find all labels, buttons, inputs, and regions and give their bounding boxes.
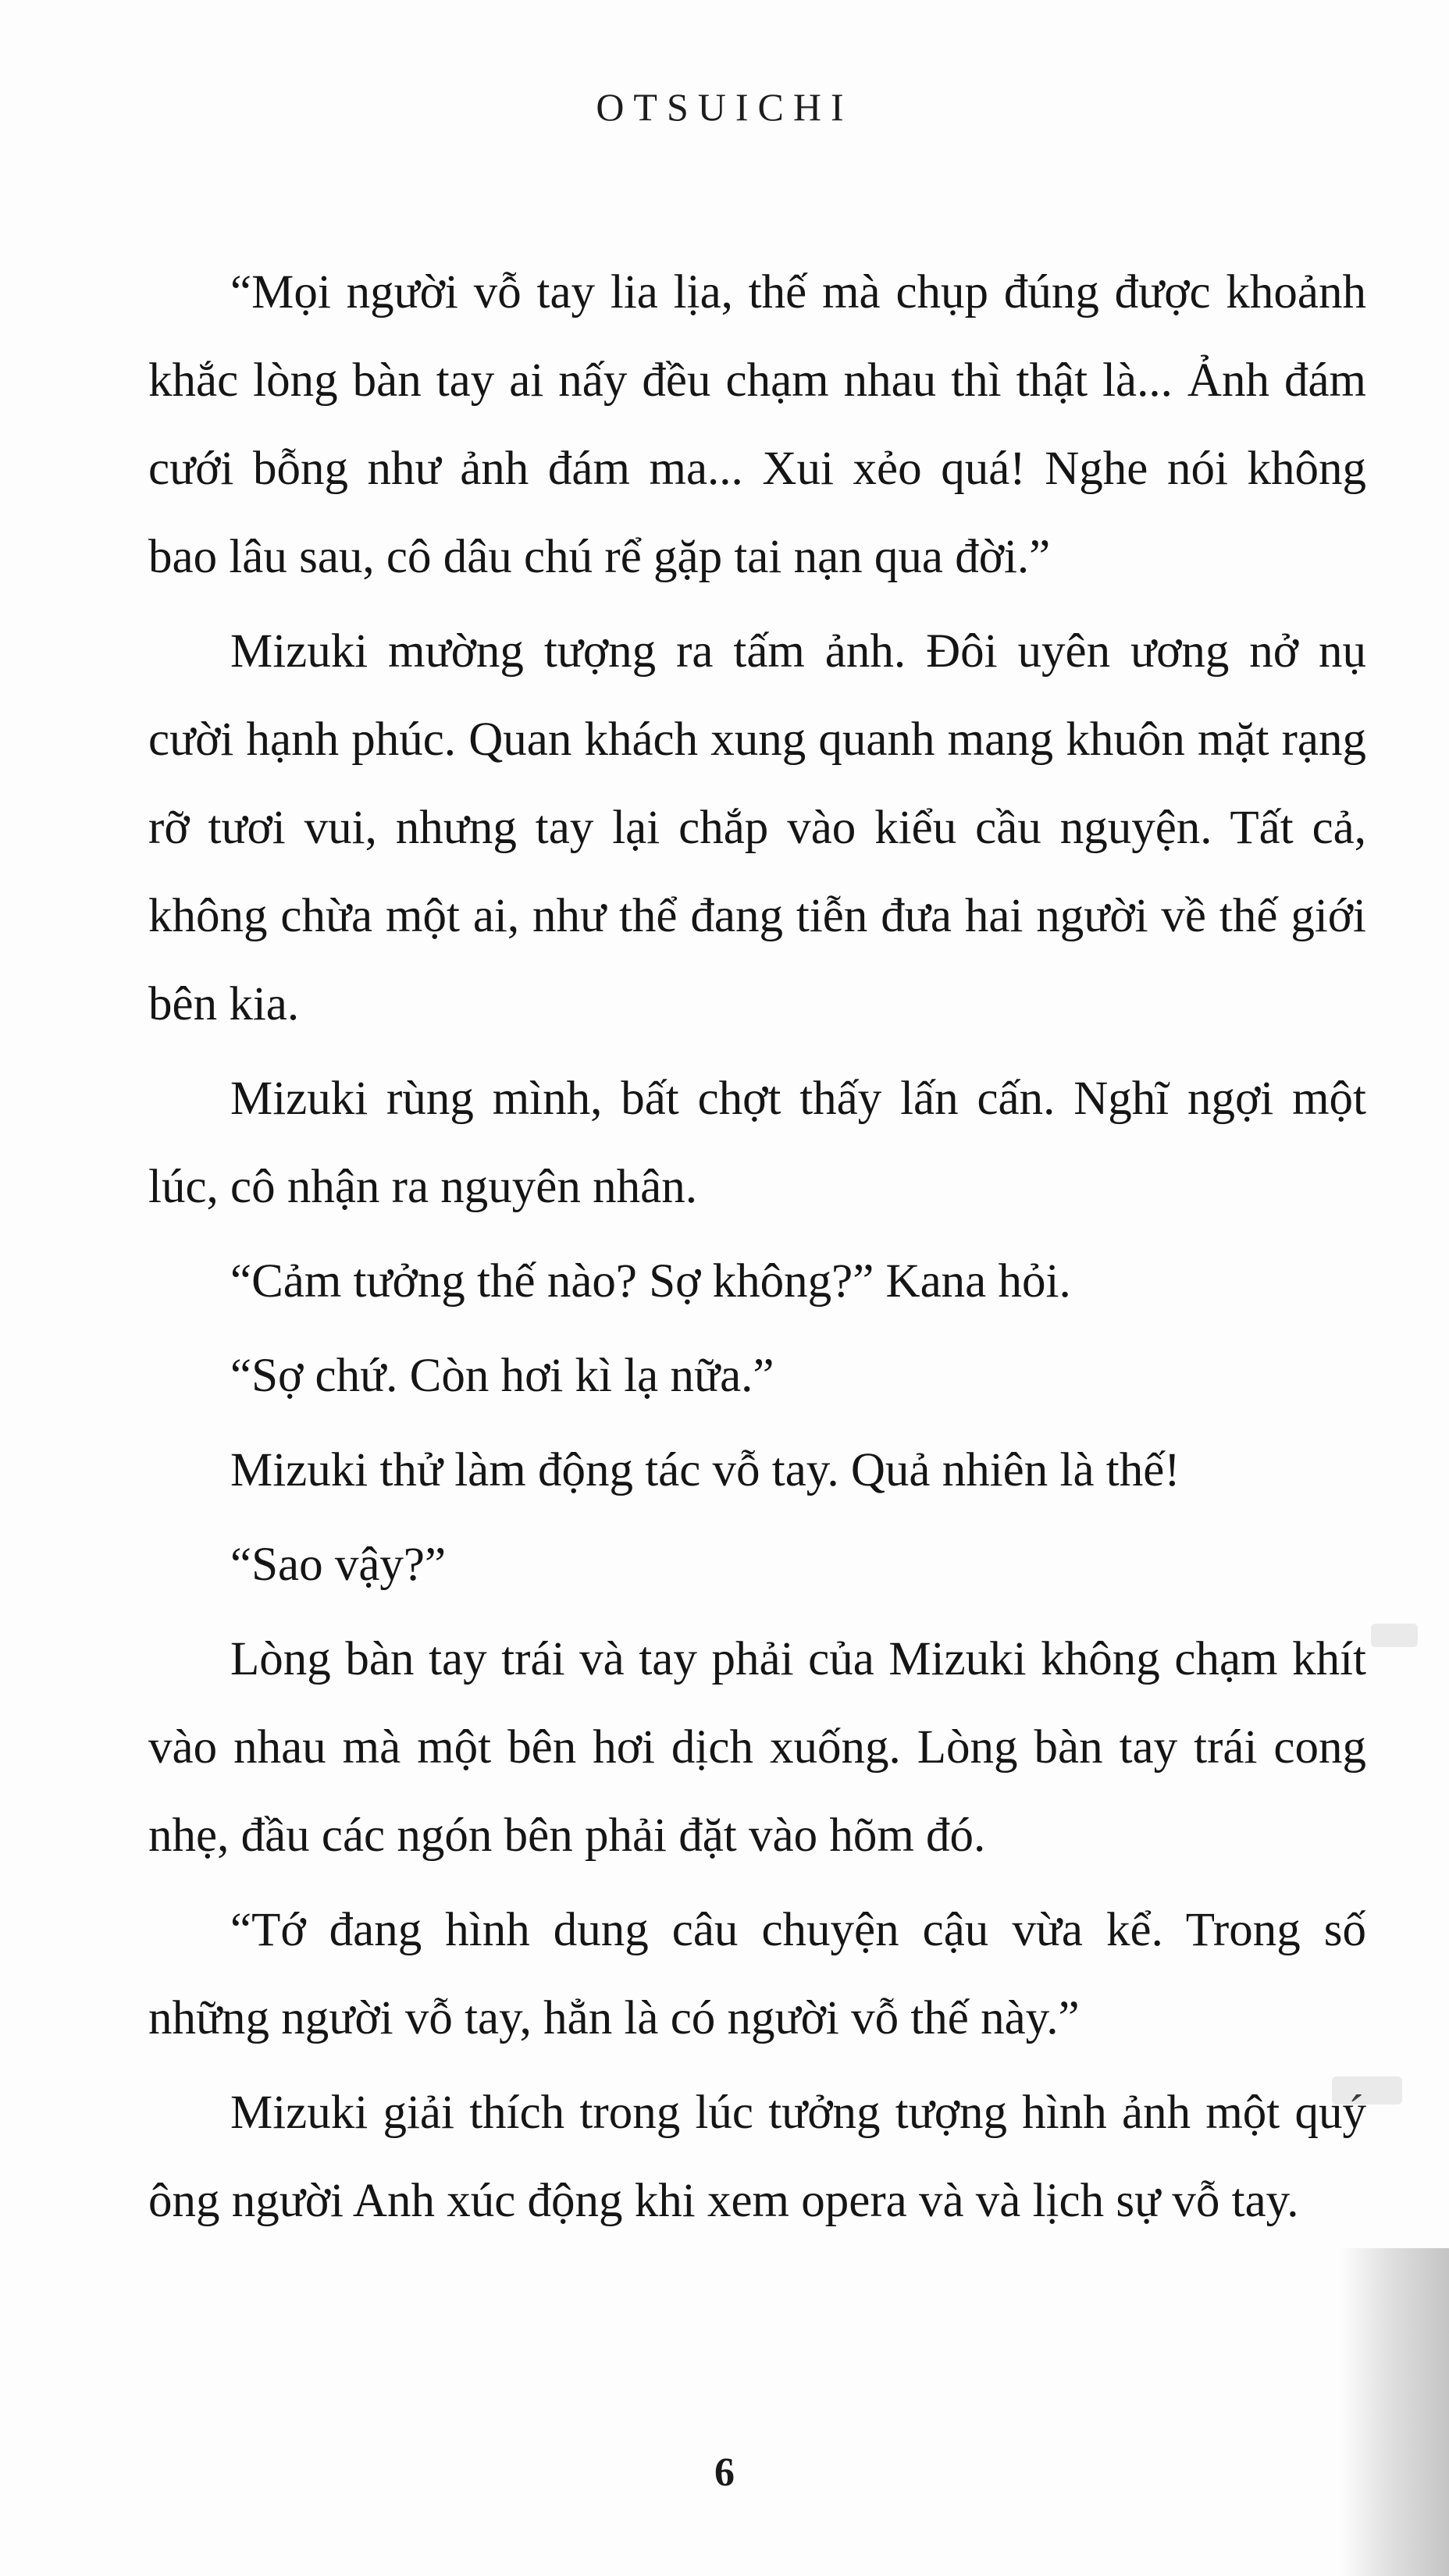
body-text: [148, 248, 1366, 2251]
page-number: 6: [714, 2450, 735, 2495]
show-through-mark: [1332, 2076, 1402, 2105]
paragraph: Lòng bàn tay trái và tay phải của Mizuki không chạm khít vào nhau mà một bên hơi dịch xuống. Lòng bàn tay trái cong nhẹ, đầu các ngón bên phải đặt vào hõm đó.: [148, 1633, 1366, 1862]
running-header: OTSUICHI: [596, 85, 853, 129]
paragraph: “Sợ chứ. Còn hơi kì lạ nữa.”: [230, 1350, 774, 1402]
show-through-mark: [1371, 1624, 1418, 1647]
paragraph: “Mọi người vỗ tay lia lịa, thế mà chụp đúng được khoảnh khắc lòng bàn tay ai nấy đều chạm nhau thì thật là... Ảnh đám cưới bỗng như ảnh đám ma... Xui xẻo quá! Nghe nói không bao lâu sau, cô dâu chú rể gặp tai nạn qua đời.”: [148, 266, 1366, 583]
paragraph: “Tớ đang hình dung câu chuyện cậu vừa kể. Trong số những người vỗ tay, hẳn là có người vỗ thế này.”: [148, 1904, 1366, 2044]
scan-edge-shadow: [1340, 2248, 1449, 2576]
paragraph: “Cảm tưởng thế nào? Sợ không?” Kana hỏi.: [230, 1255, 1071, 1308]
paragraph: Mizuki giải thích trong lúc tưởng tượng hình ảnh một quý ông người Anh xúc động khi xem opera và và lịch sự vỗ tay.: [148, 2087, 1366, 2227]
paragraph: Mizuki thử làm động tác vỗ tay. Quả nhiên là thế!: [230, 1444, 1180, 1496]
paragraph: “Sao vậy?”: [230, 1539, 447, 1591]
paragraph: Mizuki mường tượng ra tấm ảnh. Đôi uyên ương nở nụ cười hạnh phúc. Quan khách xung quanh mang khuôn mặt rạng rỡ tươi vui, nhưng tay lại chắp vào kiểu cầu nguyện. Tất cả, không chừa một ai, như thể đang tiễn đưa hai người về thế giới bên kia.: [148, 625, 1366, 1030]
paragraph: Mizuki rùng mình, bất chợt thấy lấn cấn. Nghĩ ngợi một lúc, cô nhận ra nguyên nhân.: [148, 1073, 1366, 1213]
